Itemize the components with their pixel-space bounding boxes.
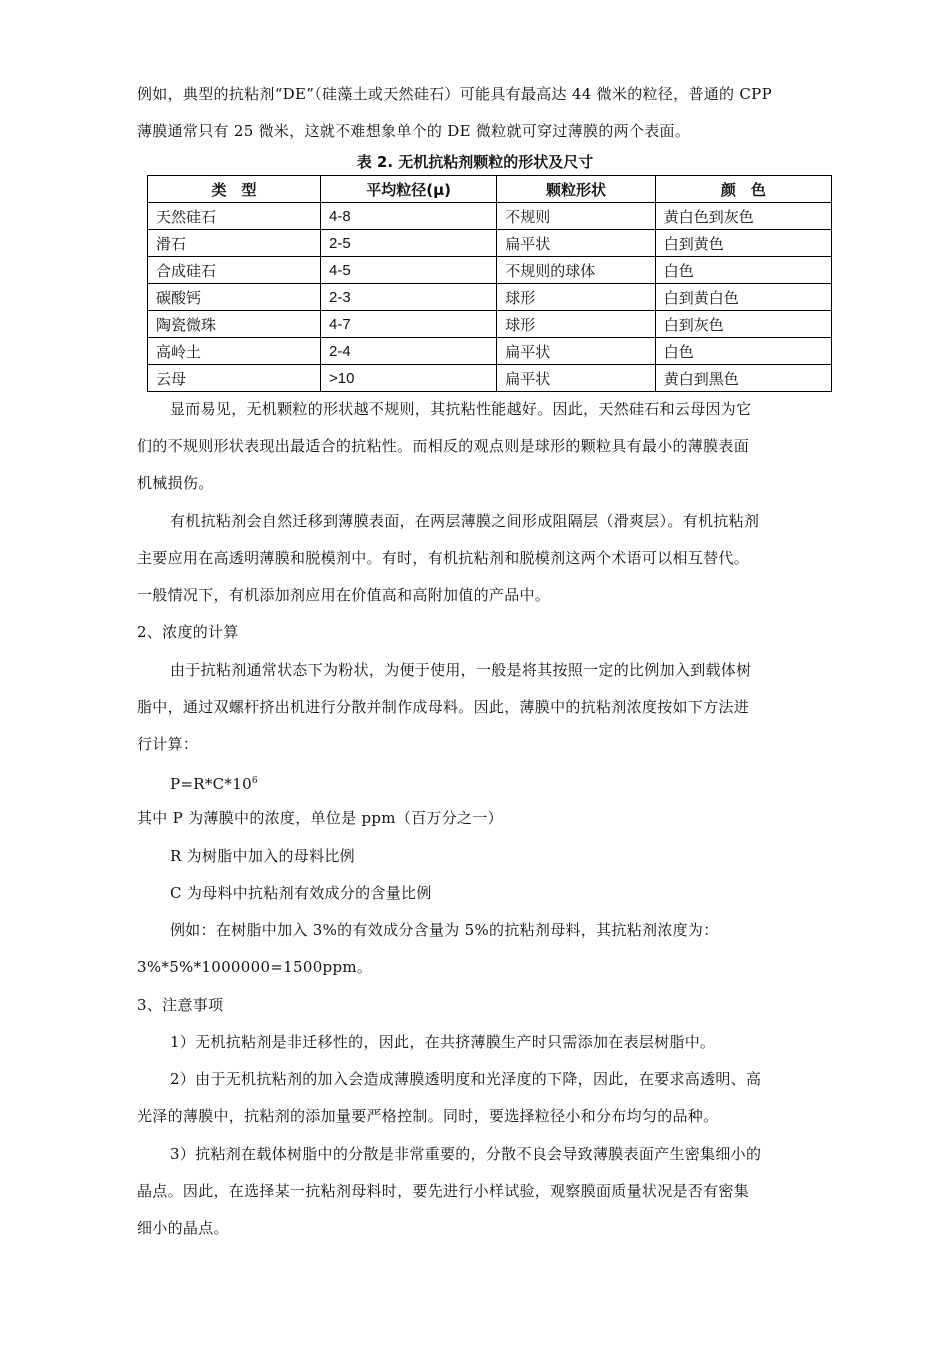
section3-heading: 3、注意事项 bbox=[137, 996, 224, 1014]
formula bbox=[170, 771, 850, 794]
table-row bbox=[148, 338, 832, 365]
example-line-1: 例如：在树脂中加入 3%的有效成分含量为 5%的抗粘剂母料，其抗粘剂浓度为： bbox=[170, 921, 719, 939]
note-3-line-3: 细小的晶点。 bbox=[137, 1219, 229, 1237]
cell-shape: 不规则 bbox=[497, 203, 655, 230]
cell-shape: 球形 bbox=[497, 284, 655, 311]
cell-type: 云母 bbox=[148, 365, 321, 392]
cell-size: 2-3 bbox=[321, 284, 497, 311]
header-size: 平均粒径(μ) bbox=[321, 176, 497, 203]
cell-shape: 扁平状 bbox=[497, 338, 655, 365]
cell-color: 白到灰色 bbox=[655, 311, 831, 338]
cell-type: 合成硅石 bbox=[148, 257, 321, 284]
cell-type: 陶瓷微珠 bbox=[148, 311, 321, 338]
table-header-row bbox=[148, 176, 832, 203]
definition-r: R 为树脂中加入的母料比例 bbox=[170, 847, 355, 865]
note-2-line-2: 光泽的薄膜中，抗粘剂的添加量要严格控制。同时，要选择粒径小和分布均匀的品种。 bbox=[137, 1107, 719, 1125]
cell-shape: 球形 bbox=[497, 311, 655, 338]
cell-size: 4-5 bbox=[321, 257, 497, 284]
para1-line-1: 显而易见，无机颗粒的形状越不规则，其抗粘性能越好。因此，天然硅石和云母因为它 bbox=[170, 400, 752, 418]
cell-size: 2-5 bbox=[321, 230, 497, 257]
cell-color: 白到黄白色 bbox=[655, 284, 831, 311]
note-1: 1）无机抗粘剂是非迁移性的，因此，在共挤薄膜生产时只需添加在表层树脂中。 bbox=[170, 1033, 716, 1051]
intro-line-1: 例如，典型的抗粘剂“DE”（硅藻土或天然硅石）可能具有最高达 44 微米的粒径，普通的 CPP bbox=[137, 85, 772, 103]
definition-c: C 为母料中抗粘剂有效成分的含量比例 bbox=[170, 884, 432, 902]
definition-p: 其中 P 为薄膜中的浓度，单位是 ppm（百万分之一） bbox=[137, 809, 503, 827]
note-3-line-1: 3）抗粘剂在载体树脂中的分散是非常重要的，分散不良会导致薄膜表面产生密集细小的 bbox=[170, 1145, 762, 1163]
para2-line-1: 有机抗粘剂会自然迁移到薄膜表面，在两层薄膜之间形成阻隔层（滑爽层）。有机抗粘剂 bbox=[170, 512, 760, 530]
formula-exponent: 6 bbox=[251, 776, 258, 786]
cell-type: 天然硅石 bbox=[148, 203, 321, 230]
particle-table bbox=[147, 175, 832, 392]
example-line-2: 3%*5%*1000000=1500ppm。 bbox=[137, 958, 373, 976]
cell-shape: 扁平状 bbox=[497, 230, 655, 257]
para1-line-3: 机械损伤。 bbox=[137, 474, 214, 492]
table-row bbox=[148, 203, 832, 230]
table-row bbox=[148, 365, 832, 392]
cell-shape: 扁平状 bbox=[497, 365, 655, 392]
table-row bbox=[148, 230, 832, 257]
cell-size: 4-7 bbox=[321, 311, 497, 338]
table-row bbox=[148, 284, 832, 311]
cell-type: 碳酸钙 bbox=[148, 284, 321, 311]
section2-line-1: 由于抗粘剂通常状态下为粉状，为便于使用，一般是将其按照一定的比例加入到载体树 bbox=[170, 661, 752, 679]
intro-line-2: 薄膜通常只有 25 微米，这就不难想象单个的 DE 微粒就可穿过薄膜的两个表面。 bbox=[137, 122, 691, 140]
cell-size: 2-4 bbox=[321, 338, 497, 365]
formula-base: P=R*C*10 bbox=[170, 775, 252, 793]
section2-line-3: 行计算： bbox=[137, 735, 199, 753]
table-caption: 表 2. 无机抗粘剂颗粒的形状及尺寸 bbox=[356, 153, 594, 171]
section2-line-2: 脂中，通过双螺杆挤出机进行分散并制作成母料。因此，薄膜中的抗粘剂浓度按如下方法进 bbox=[137, 698, 750, 716]
note-3-line-2: 晶点。因此，在选择某一抗粘剂母料时，要先进行小样试验，观察膜面质量状况是否有密集 bbox=[137, 1182, 750, 1200]
note-2-line-1: 2）由于无机抗粘剂的加入会造成薄膜透明度和光泽度的下降，因此，在要求高透明、高 bbox=[170, 1070, 762, 1088]
cell-color: 白到黄色 bbox=[655, 230, 831, 257]
cell-color: 黄白到黑色 bbox=[655, 365, 831, 392]
cell-size: 4-8 bbox=[321, 203, 497, 230]
cell-color: 黄白色到灰色 bbox=[655, 203, 831, 230]
header-type: 类 型 bbox=[148, 176, 321, 203]
cell-shape: 不规则的球体 bbox=[497, 257, 655, 284]
cell-color: 白色 bbox=[655, 257, 831, 284]
header-color: 颜 色 bbox=[655, 176, 831, 203]
cell-size: >10 bbox=[321, 365, 497, 392]
section2-heading: 2、浓度的计算 bbox=[137, 623, 239, 641]
cell-type: 高岭土 bbox=[148, 338, 321, 365]
cell-color: 白色 bbox=[655, 338, 831, 365]
cell-type: 滑石 bbox=[148, 230, 321, 257]
para1-line-2: 们的不规则形状表现出最适合的抗粘性。而相反的观点则是球形的颗粒具有最小的薄膜表面 bbox=[137, 437, 750, 455]
table-row bbox=[148, 257, 832, 284]
para2-line-2: 主要应用在高透明薄膜和脱模剂中。有时，有机抗粘剂和脱模剂这两个术语可以相互替代。 bbox=[137, 549, 750, 567]
header-shape: 颗粒形状 bbox=[497, 176, 655, 203]
table-row bbox=[148, 311, 832, 338]
para2-line-3: 一般情况下，有机添加剂应用在价值高和高附加值的产品中。 bbox=[137, 586, 551, 604]
